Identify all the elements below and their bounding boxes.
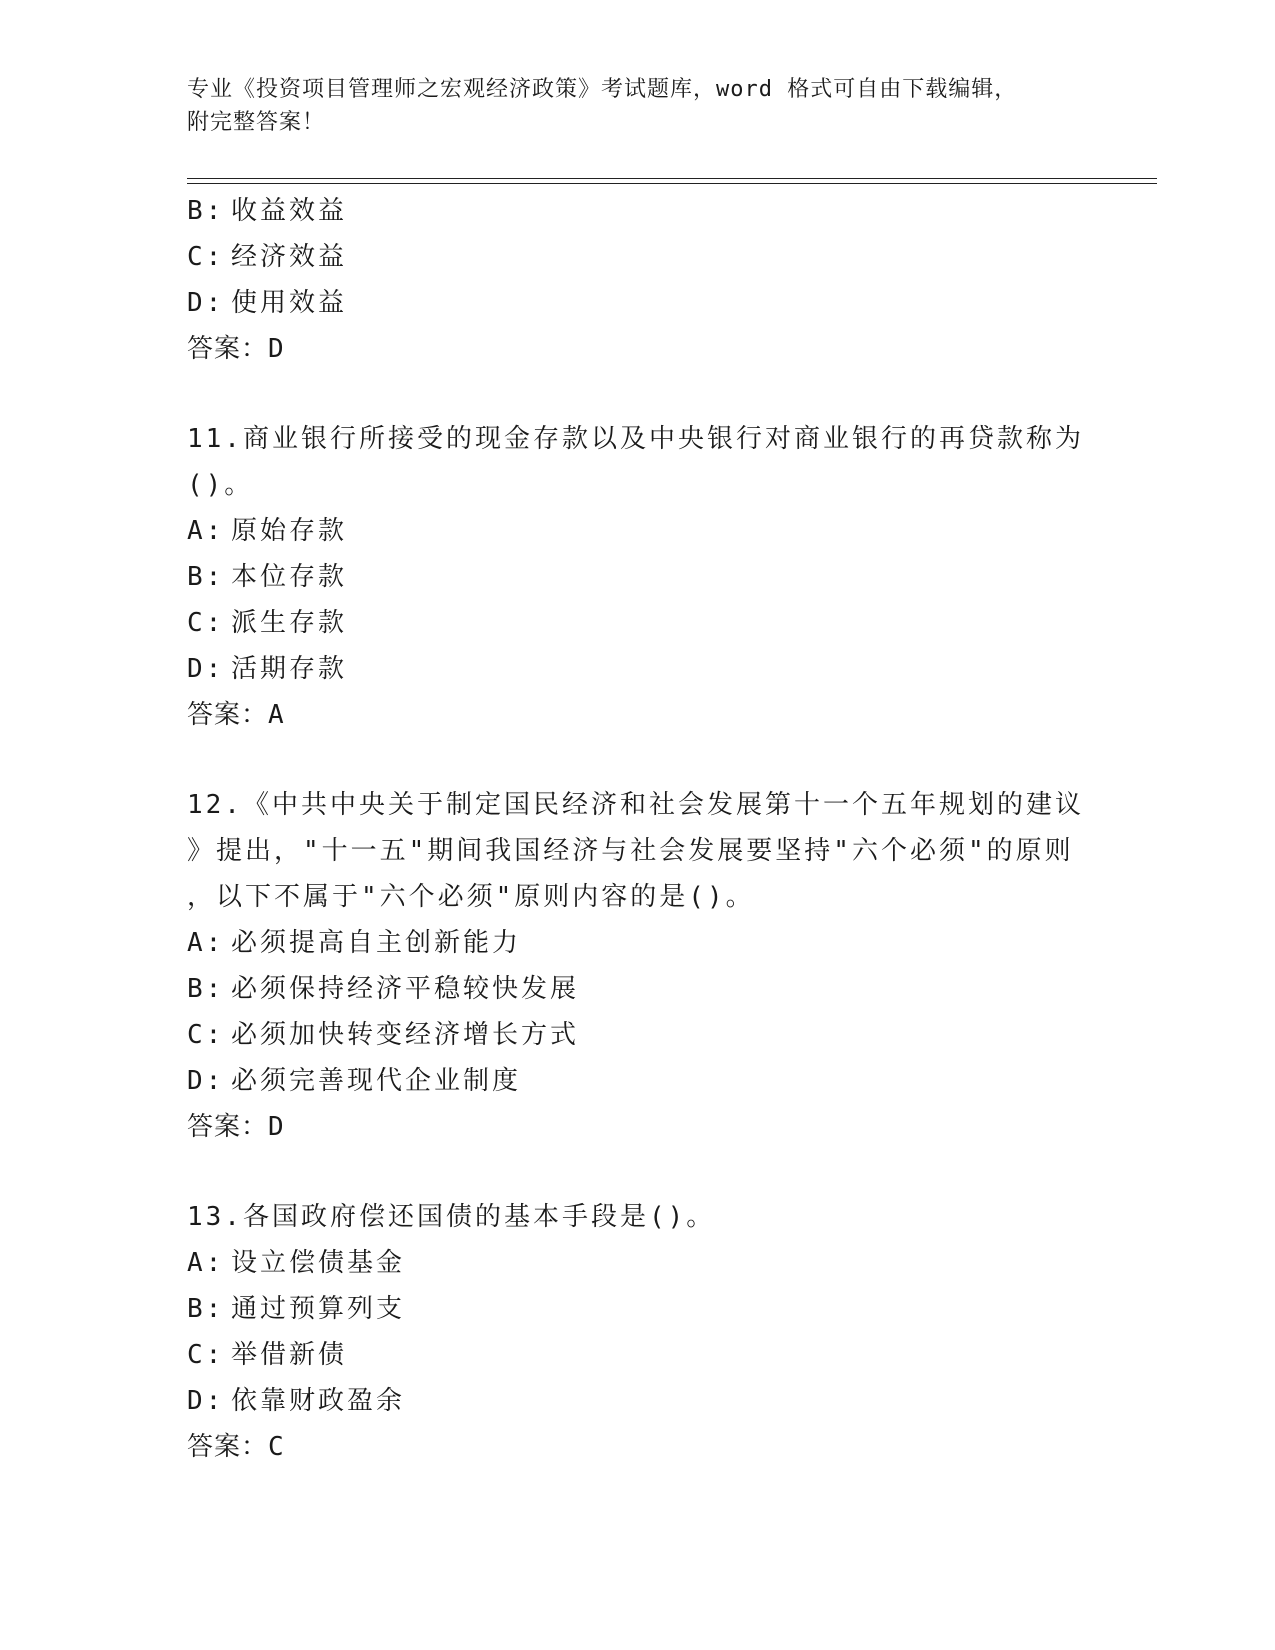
option-d bbox=[187, 1378, 1087, 1424]
answer-line: 答案：C bbox=[187, 1432, 285, 1462]
prev-question-block bbox=[187, 188, 1087, 372]
option-c bbox=[187, 600, 1087, 646]
option-text: 收益效益 bbox=[231, 196, 348, 226]
option-c bbox=[187, 1332, 1087, 1378]
question-13 bbox=[187, 1194, 1087, 1470]
question-text-line: ()。 bbox=[187, 470, 254, 500]
option-label: B: bbox=[187, 562, 225, 592]
question-12 bbox=[187, 782, 1087, 1150]
option-a bbox=[187, 508, 1087, 554]
option-text: 必须提高自主创新能力 bbox=[231, 928, 522, 958]
option-c bbox=[187, 1012, 1087, 1058]
option-a bbox=[187, 1240, 1087, 1286]
option-text: 本位存款 bbox=[231, 562, 348, 592]
option-label: B: bbox=[187, 974, 225, 1004]
option-label: C: bbox=[187, 1340, 225, 1370]
option-d bbox=[187, 280, 1087, 326]
option-b bbox=[187, 554, 1087, 600]
question-text-line: 11.商业银行所接受的现金存款以及中央银行对商业银行的再贷款称为 bbox=[187, 424, 1084, 454]
option-label: C: bbox=[187, 242, 225, 272]
option-text: 必须保持经济平稳较快发展 bbox=[231, 974, 580, 1004]
answer-line: 答案：A bbox=[187, 700, 285, 730]
answer-line: 答案：D bbox=[187, 1112, 285, 1142]
document-header bbox=[187, 73, 1087, 139]
question-text-line: 12.《中共中央关于制定国民经济和社会发展第十一个五年规划的建议 bbox=[187, 790, 1084, 820]
answer-line: 答案：D bbox=[187, 334, 285, 364]
option-b bbox=[187, 966, 1087, 1012]
option-label: D: bbox=[187, 1066, 225, 1096]
option-label: D: bbox=[187, 288, 225, 318]
question-text-line: 13.各国政府偿还国债的基本手段是()。 bbox=[187, 1202, 716, 1232]
option-label: A: bbox=[187, 928, 225, 958]
question-11 bbox=[187, 416, 1087, 738]
option-text: 依靠财政盈余 bbox=[231, 1386, 406, 1416]
header-line-2: 附完整答案！ bbox=[187, 110, 326, 135]
option-d bbox=[187, 1058, 1087, 1104]
option-d bbox=[187, 646, 1087, 692]
option-text: 举借新债 bbox=[231, 1340, 348, 1370]
question-text-line: 》提出，"十一五"期间我国经济与社会发展要坚持"六个必须"的原则 bbox=[187, 836, 1074, 866]
header-divider-bottom bbox=[187, 183, 1157, 184]
option-text: 必须完善现代企业制度 bbox=[231, 1066, 522, 1096]
option-text: 原始存款 bbox=[231, 516, 348, 546]
option-b bbox=[187, 188, 1087, 234]
option-a bbox=[187, 920, 1087, 966]
option-label: C: bbox=[187, 1020, 225, 1050]
option-label: A: bbox=[187, 1248, 225, 1278]
option-label: C: bbox=[187, 608, 225, 638]
option-label: B: bbox=[187, 1294, 225, 1324]
option-text: 活期存款 bbox=[231, 654, 348, 684]
option-text: 使用效益 bbox=[231, 288, 348, 318]
spacer bbox=[187, 738, 1087, 782]
header-line-1: 专业《投资项目管理师之宏观经济政策》考试题库，word 格式可自由下载编辑， bbox=[187, 77, 1018, 102]
spacer bbox=[187, 372, 1087, 416]
option-label: A: bbox=[187, 516, 225, 546]
option-text: 经济效益 bbox=[231, 242, 348, 272]
question-list bbox=[187, 188, 1087, 1470]
question-text-line: ，以下不属于"六个必须"原则内容的是()。 bbox=[187, 882, 755, 912]
option-label: D: bbox=[187, 654, 225, 684]
spacer bbox=[187, 1150, 1087, 1194]
option-text: 派生存款 bbox=[231, 608, 348, 638]
option-text: 通过预算列支 bbox=[231, 1294, 406, 1324]
option-c bbox=[187, 234, 1087, 280]
option-b bbox=[187, 1286, 1087, 1332]
option-label: D: bbox=[187, 1386, 225, 1416]
header-divider-top bbox=[187, 178, 1157, 179]
option-text: 必须加快转变经济增长方式 bbox=[231, 1020, 580, 1050]
option-text: 设立偿债基金 bbox=[231, 1248, 406, 1278]
option-label: B: bbox=[187, 196, 225, 226]
